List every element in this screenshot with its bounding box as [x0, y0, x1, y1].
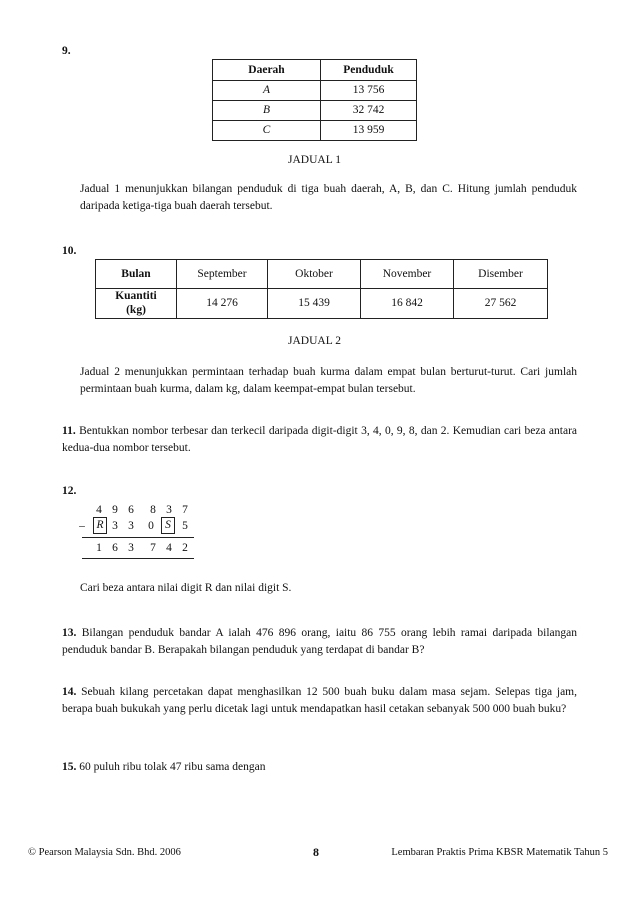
page-number: 8	[313, 845, 319, 859]
result-digit: 6	[112, 542, 118, 554]
question-9-text: Jadual 1 menunjukkan bilangan penduduk di tiga buah daerah, A, B, dan C. Hitung jumlah penduduk daripada ketiga-tiga buah daerah tersebut.	[80, 183, 577, 212]
sum-line-bottom	[82, 558, 194, 559]
table-row	[213, 81, 417, 101]
kuantiti-label: Kuantiti	[115, 290, 157, 302]
question-9-number: 9.	[62, 45, 71, 57]
table-cell: 14 276	[177, 289, 268, 319]
top-digit: 9	[112, 504, 118, 516]
top-digit: 8	[150, 504, 156, 516]
question-11	[62, 423, 577, 456]
result-digit: 1	[96, 542, 102, 554]
table-cell: 32 742	[321, 101, 417, 121]
middle-digit: 3	[112, 520, 118, 532]
kg-label: (kg)	[126, 304, 146, 317]
minus-sign: –	[79, 520, 85, 532]
table-2	[95, 259, 548, 319]
table-cell: 13 959	[321, 121, 417, 141]
table-cell: 13 756	[321, 81, 417, 101]
top-digit: 3	[166, 504, 172, 516]
table-1-header-penduduk: Penduduk	[321, 60, 417, 81]
table-cell: 27 562	[454, 289, 548, 319]
boxed-digit-s	[161, 517, 173, 534]
middle-digit: 5	[182, 520, 188, 532]
table-cell: Disember	[454, 260, 548, 289]
table-row	[96, 260, 548, 289]
question-13	[62, 625, 577, 658]
question-14-number: 14.	[62, 686, 77, 698]
table-2-label-bulan: Bulan	[96, 260, 177, 289]
table-1	[212, 59, 417, 141]
table-cell: 15 439	[268, 289, 361, 319]
question-12-text: Cari beza antara nilai digit R dan nilai digit S.	[80, 582, 292, 594]
question-15-number: 15.	[62, 761, 77, 773]
table-cell: Oktober	[268, 260, 361, 289]
question-11-text: Bentukkan nombor terbesar dan terkecil daripada digit-digit 3, 4, 0, 9, 8, dan 2. Kemudian cari beza antara kedua-dua nombor tersebut.	[62, 425, 578, 454]
question-12-number: 12.	[62, 485, 77, 497]
question-11-number: 11.	[62, 425, 76, 437]
question-15-text: 60 puluh ribu tolak 47 ribu sama dengan	[79, 761, 266, 773]
question-15	[62, 759, 577, 776]
table-1-header-daerah: Daerah	[213, 60, 321, 81]
top-digit: 4	[96, 504, 102, 516]
middle-digit: 3	[128, 520, 134, 532]
question-13-text: Bilangan penduduk bandar A ialah 476 896 orang, iaitu 86 755 orang lebih ramai daripada bilangan penduduk bandar B. Berapakah bilangan penduduk yang terdapat di bandar B?	[62, 627, 578, 656]
footer-book-title: Lembaran Praktis Prima KBSR Matematik Tahun 5	[391, 847, 608, 858]
question-14	[62, 684, 577, 717]
footer-copyright: © Pearson Malaysia Sdn. Bhd. 2006	[28, 847, 181, 858]
question-14-text: Sebuah kilang percetakan dapat menghasilkan 12 500 buah buku dalam masa sejam. Selepas tiga jam, berapa buah bukukah yang perlu dicetak lagi untuk mendapatkan hasil cetakan sebanyak 500 000 buah buku?	[62, 686, 577, 715]
sum-line-top	[82, 537, 194, 538]
top-digit: 6	[128, 504, 134, 516]
table-2-caption: JADUAL 2	[288, 335, 341, 347]
table-cell: C	[213, 121, 321, 141]
table-cell: 16 842	[361, 289, 454, 319]
result-digit: 2	[182, 542, 188, 554]
digit-s: S	[161, 517, 175, 534]
result-digit: 4	[166, 542, 172, 554]
middle-digit: 0	[148, 520, 154, 532]
table-cell: September	[177, 260, 268, 289]
question-13-number: 13.	[62, 627, 77, 639]
top-digit: 7	[182, 504, 188, 516]
table-2-label-kuantiti	[96, 289, 177, 319]
digit-r: R	[93, 517, 107, 534]
question-10-number: 10.	[62, 245, 77, 257]
table-row	[213, 121, 417, 141]
table-cell: A	[213, 81, 321, 101]
boxed-digit-r	[93, 517, 105, 534]
result-digit: 7	[150, 542, 156, 554]
question-10-text: Jadual 2 menunjukkan permintaan terhadap buah kurma dalam empat bulan berturut-turut. Cari jumlah permintaan buah kurma, dalam kg, dalam keempat-empat bulan tersebut.	[80, 366, 577, 395]
table-cell: November	[361, 260, 454, 289]
table-1-caption: JADUAL 1	[288, 154, 341, 166]
table-row	[213, 101, 417, 121]
table-cell: B	[213, 101, 321, 121]
table-row	[96, 289, 548, 319]
result-digit: 3	[128, 542, 134, 554]
